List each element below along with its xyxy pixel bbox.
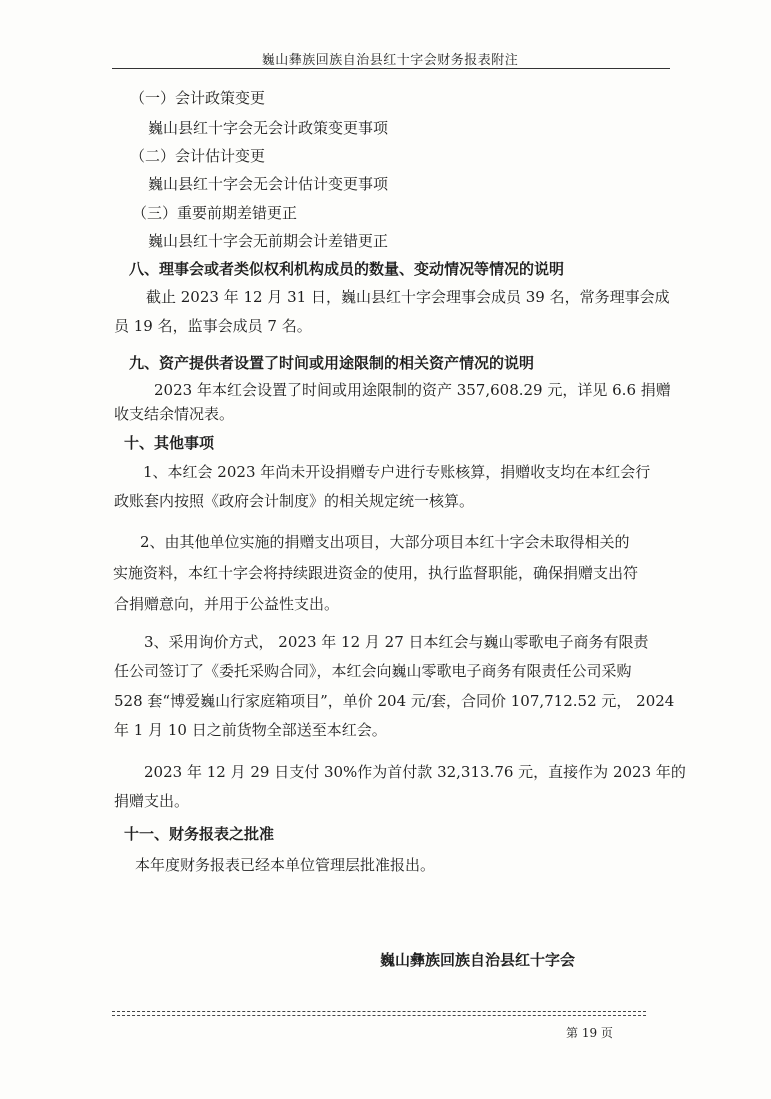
organization-signature: 巍山彝族回族自治县红十字会 <box>380 951 576 969</box>
section-8-title: 八、理事会或者类似权利机构成员的数量、变动情况等情况的说明 <box>129 260 565 278</box>
section-7-2-body: 巍山县红十字会无会计估计变更事项 <box>148 175 389 193</box>
section-9-paragraph-line-2: 收支结余情况表。 <box>114 405 235 423</box>
section-7-1-body: 巍山县红十字会无会计政策变更事项 <box>148 119 389 137</box>
section-10-item-3-line-2: 任公司签订了《委托采购合同》，本红会向巍山零歌电子商务有限责任公司采购 <box>114 662 632 680</box>
section-10-item-3-line-1: 3、采用询价方式， 2023 年 12 月 27 日本红会与巍山零歌电子商务有限责 <box>144 633 649 651</box>
footer-rule-top <box>112 1011 646 1012</box>
section-10-title: 十、其他事项 <box>124 434 215 452</box>
footer-rule-bottom <box>112 1015 646 1016</box>
section-10-item-3-line-3: 528 套“博爱巍山行家庭箱项目”，单价 204 元/套，合同价 107,712.52 元， 2024 <box>114 692 675 710</box>
section-11-title: 十一、财务报表之批准 <box>124 825 275 843</box>
section-8-paragraph-line-2: 员 19 名，监事会成员 7 名。 <box>114 317 312 335</box>
section-7-2-title: （二）会计估计变更 <box>130 147 266 165</box>
section-7-3-title: （三）重要前期差错更正 <box>132 204 298 222</box>
section-10-item-2-line-3: 合捐赠意向，并用于公益性支出。 <box>114 595 340 613</box>
section-9-paragraph-line-1: 2023 年本红会设置了时间或用途限制的资产 357,608.29 元，详见 6.6 捐赠 <box>154 381 671 399</box>
section-10-item-4-line-1: 2023 年 12 月 29 日支付 30%作为首付款 32,313.76 元，直接作为 2023 年的 <box>144 763 686 781</box>
section-7-1-title: （一）会计政策变更 <box>130 89 266 107</box>
section-7-3-body: 巍山县红十字会无前期会计差错更正 <box>148 232 389 250</box>
section-10-item-3-line-4: 年 1 月 10 日之前货物全部送至本红会。 <box>114 721 387 739</box>
section-10-item-2-line-2: 实施资料，本红十字会将持续跟进资金的使用，执行监督职能，确保捐赠支出符 <box>113 564 639 582</box>
page-number: 第 19 页 <box>566 1026 613 1040</box>
section-8-paragraph-line-1: 截止 2023 年 12 月 31 日，巍山县红十字会理事会成员 39 名，常务理事会成 <box>146 288 670 306</box>
header-rule <box>112 68 670 69</box>
section-10-item-4-line-2: 捐赠支出。 <box>114 792 190 810</box>
section-10-item-1-line-1: 1、本红会 2023 年尚未开设捐赠专户进行专账核算，捐赠收支均在本红会行 <box>143 463 651 481</box>
section-10-item-1-line-2: 政账套内按照《政府会计制度》的相关规定统一核算。 <box>114 492 475 510</box>
header-title: 巍山彝族回族自治县红十字会财务报表附注 <box>261 53 519 68</box>
section-10-item-2-line-1: 2、由其他单位实施的捐赠支出项目，大部分项目本红十字会未取得相关的 <box>140 533 630 551</box>
section-9-title: 九、资产提供者设置了时间或用途限制的相关资产情况的说明 <box>129 354 535 372</box>
section-11-body: 本年度财务报表已经本单位管理层批准报出。 <box>135 856 436 874</box>
